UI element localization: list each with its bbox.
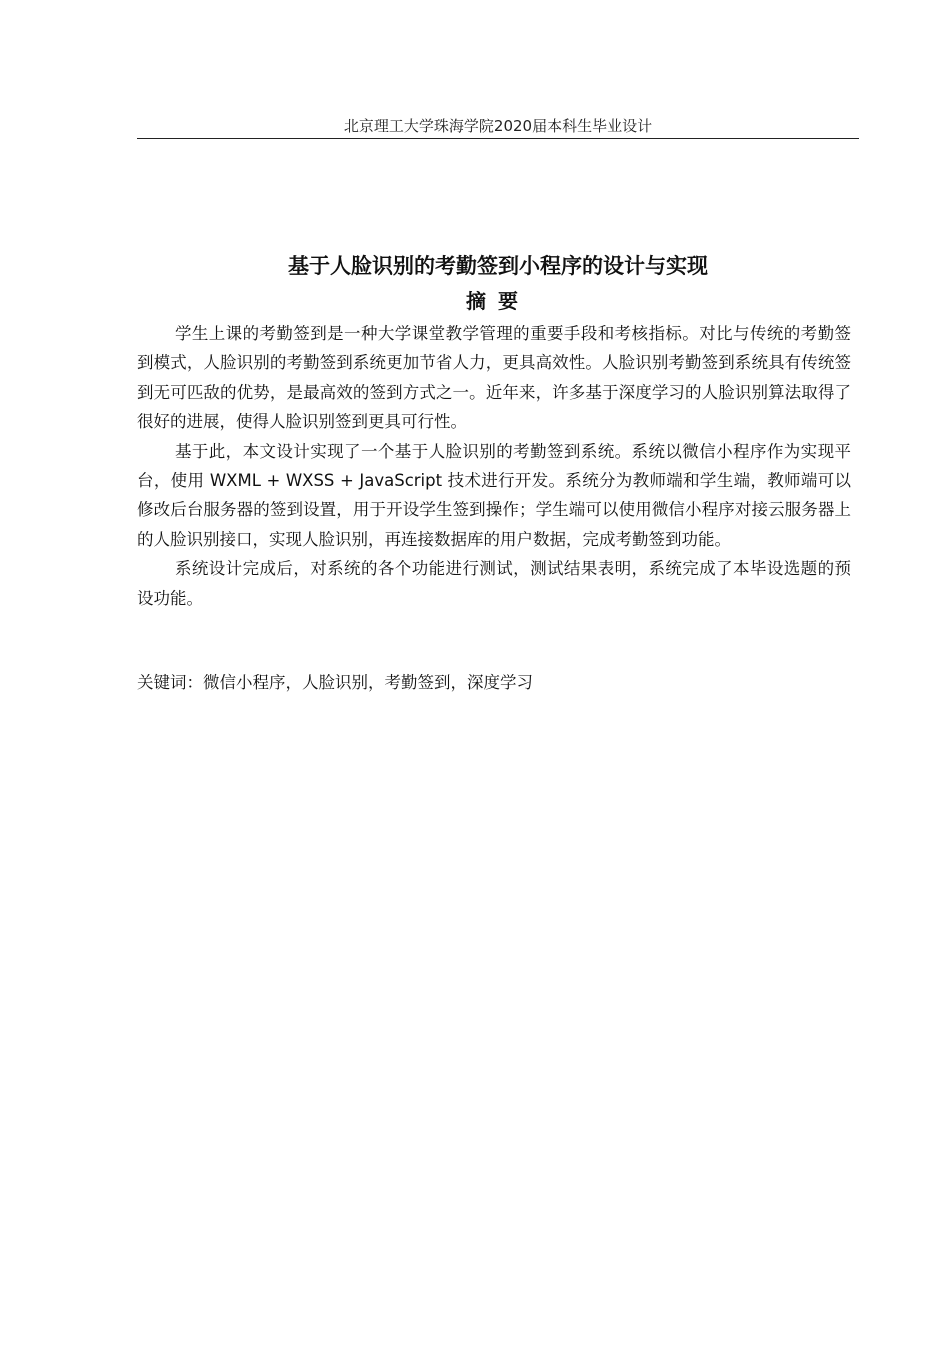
abstract-body — [137, 319, 851, 613]
abstract-heading: 摘要 — [466, 289, 530, 313]
abstract-paragraph-3: 系统设计完成后，对系统的各个功能进行测试，测试结果表明，系统完成了本毕设选题的预设功能。 — [137, 559, 851, 608]
abstract-paragraph-1: 学生上课的考勤签到是一种大学课堂教学管理的重要手段和考核指标。对比与传统的考勤签到模式，人脸识别的考勤签到系统更加节省人力，更具高效性。人脸识别考勤签到系统具有传统签到无可匹敌的优势，是最高效的签到方式之一。近年来，许多基于深度学习的人脸识别算法取得了很好的进展，使得人脸识别签到更具可行性。 — [137, 324, 851, 432]
keywords-label: 关键词： — [137, 673, 203, 692]
keywords-text: 微信小程序，人脸识别，考勤签到，深度学习 — [203, 673, 533, 692]
abstract-paragraph-2: 基于此，本文设计实现了一个基于人脸识别的考勤签到系统。系统以微信小程序作为实现平台，使用 WXML + WXSS + JavaScript 技术进行开发。系统分为教师端和学生端，教师端可以修改后台服务器的签到设置，用于开设学生签到操作；学生端可以使用微信小程序对接云服务器上的人脸识别接口，实现人脸识别，再连接数据库的用户数据，完成考勤签到功能。 — [137, 441, 851, 549]
header-text: 北京理工大学珠海学院2020届本科生毕业设计 — [343, 117, 653, 135]
keywords-line — [137, 668, 851, 697]
paper-title: 基于人脸识别的考勤签到小程序的设计与实现 — [288, 254, 708, 278]
page-header — [137, 114, 859, 139]
